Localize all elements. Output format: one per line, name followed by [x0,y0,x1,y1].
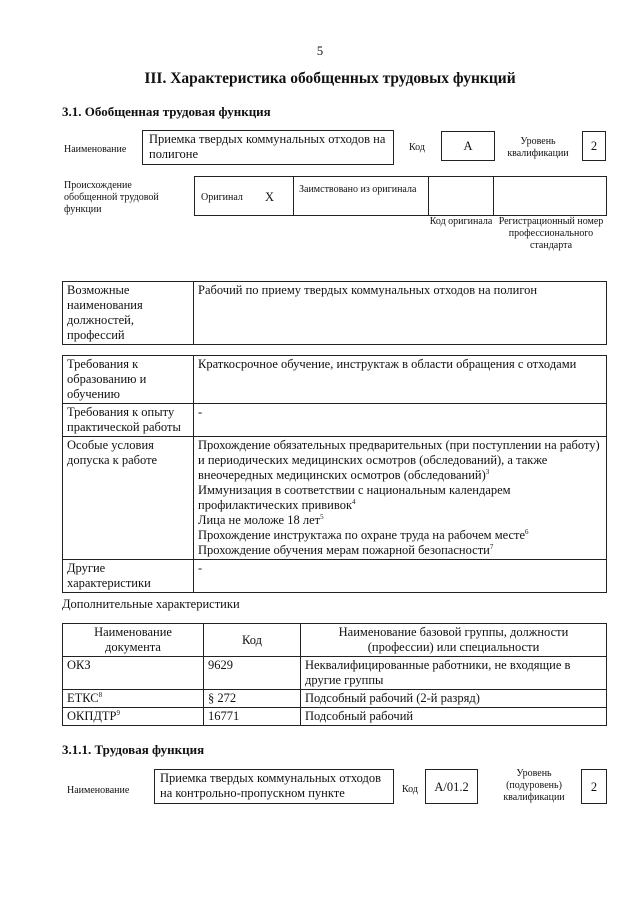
additional-name: Подсобный рабочий [301,708,607,726]
condition-text: Прохождение обучения мерам пожарной безопасности [198,543,490,557]
additional-doc-footnote: 8 [98,691,103,699]
table-row [63,708,607,726]
origin-reg-number-cell [493,176,607,216]
condition-line [198,513,602,528]
additional-header-doc: Наименование документа [63,624,204,657]
additional-code: § 272 [204,690,301,708]
additional-doc-cell [63,657,204,690]
condition-footnote: 6 [525,528,529,536]
condition-footnote: 3 [485,468,490,476]
origin-code-cell [428,176,494,216]
additional-doc: ОКПДТР [67,709,117,723]
additional-doc: ЕТКС [67,691,99,705]
tf-name-value: Приемка твердых коммунальных отходов на контрольно-пропускном пункте [154,769,394,804]
section-title: III. Характеристика обобщенных трудовых функций [144,70,516,87]
additional-doc-cell [63,708,204,726]
condition-text: Лица не моложе 18 лет [198,513,321,527]
other-value: - [194,560,607,593]
tf-code-value: А/01.2 [425,769,478,804]
condition-footnote: 5 [320,513,324,521]
tf-code-label: Код [402,784,418,795]
additional-code: 16771 [204,708,301,726]
origin-reg-number-caption: Регистрационный номер профессионального стандарта [498,216,604,251]
origin-label: Происхождение обобщенной трудовой функции [64,180,159,215]
other-label: Другие характеристики [63,560,194,593]
gtf-level-label: Уровень квалификации [507,136,569,159]
conditions-label: Особые условия допуска к работе [63,437,194,560]
additional-doc: ОКЗ [67,658,91,672]
gtf-code-label: Код [409,142,425,153]
condition-text: Прохождение обязательных предварительных (при поступлении на работу) и периодических медицинских осмотров (обследований), а также внеочередных медицинских осмотров (обследований) [198,438,600,482]
gtf-name-label: Наименование [64,144,127,155]
table-row [63,690,607,708]
additional-doc-footnote: 9 [116,709,121,717]
education-label: Требования к образованию и обучению [63,356,194,404]
origin-code-caption: Код оригинала [429,216,493,227]
origin-original-mark: X [265,190,275,204]
condition-footnote: 7 [489,543,494,551]
gtf-code-value: А [441,131,495,161]
origin-original-cell [194,176,294,216]
tf-level-label: Уровень (подуровень) квалификации [503,768,565,803]
gtf-name-value: Приемка твердых коммунальных отходов на полигоне [142,130,394,165]
conditions-value [194,437,607,560]
additional-title: Дополнительные характеристики [62,597,240,611]
condition-line [198,528,602,543]
additional-name: Подсобный рабочий (2-й разряд) [301,690,607,708]
experience-value: - [194,404,607,437]
tf-title: 3.1.1. Трудовая функция [62,742,205,757]
subsection-title: 3.1. Обобщенная трудовая функция [62,104,271,119]
page-number: 5 [316,44,324,58]
additional-table [62,623,607,726]
additional-header-code: Код [204,624,301,657]
origin-borrowed-cell: Заимствовано из оригинала [293,176,429,216]
condition-footnote: 4 [352,498,356,506]
experience-label: Требования к опыту практической работы [63,404,194,437]
table-row [63,657,607,690]
condition-line [198,438,602,483]
additional-doc-cell [63,690,204,708]
condition-line [198,543,602,558]
condition-text: Прохождение инструктажа по охране труда на рабочем месте [198,528,526,542]
positions-table [62,281,607,345]
condition-line [198,483,602,513]
additional-code: 9629 [204,657,301,690]
education-value: Краткосрочное обучение, инструктаж в области обращения с отходами [194,356,607,404]
gtf-level-value: 2 [582,131,606,161]
positions-label: Возможные наименования должностей, профессий [63,282,194,345]
tf-name-label: Наименование [67,785,130,796]
additional-header-name: Наименование базовой группы, должности (профессии) или специальности [301,624,607,657]
condition-text: Иммунизация в соответствии с национальным календарем профилактических прививок [198,483,511,512]
additional-name: Неквалифицированные работники, не входящие в другие группы [301,657,607,690]
positions-value: Рабочий по приему твердых коммунальных отходов на полигон [194,282,607,345]
tf-level-value: 2 [581,769,607,804]
requirements-table [62,355,607,593]
origin-original-label: Оригинал [201,192,243,203]
